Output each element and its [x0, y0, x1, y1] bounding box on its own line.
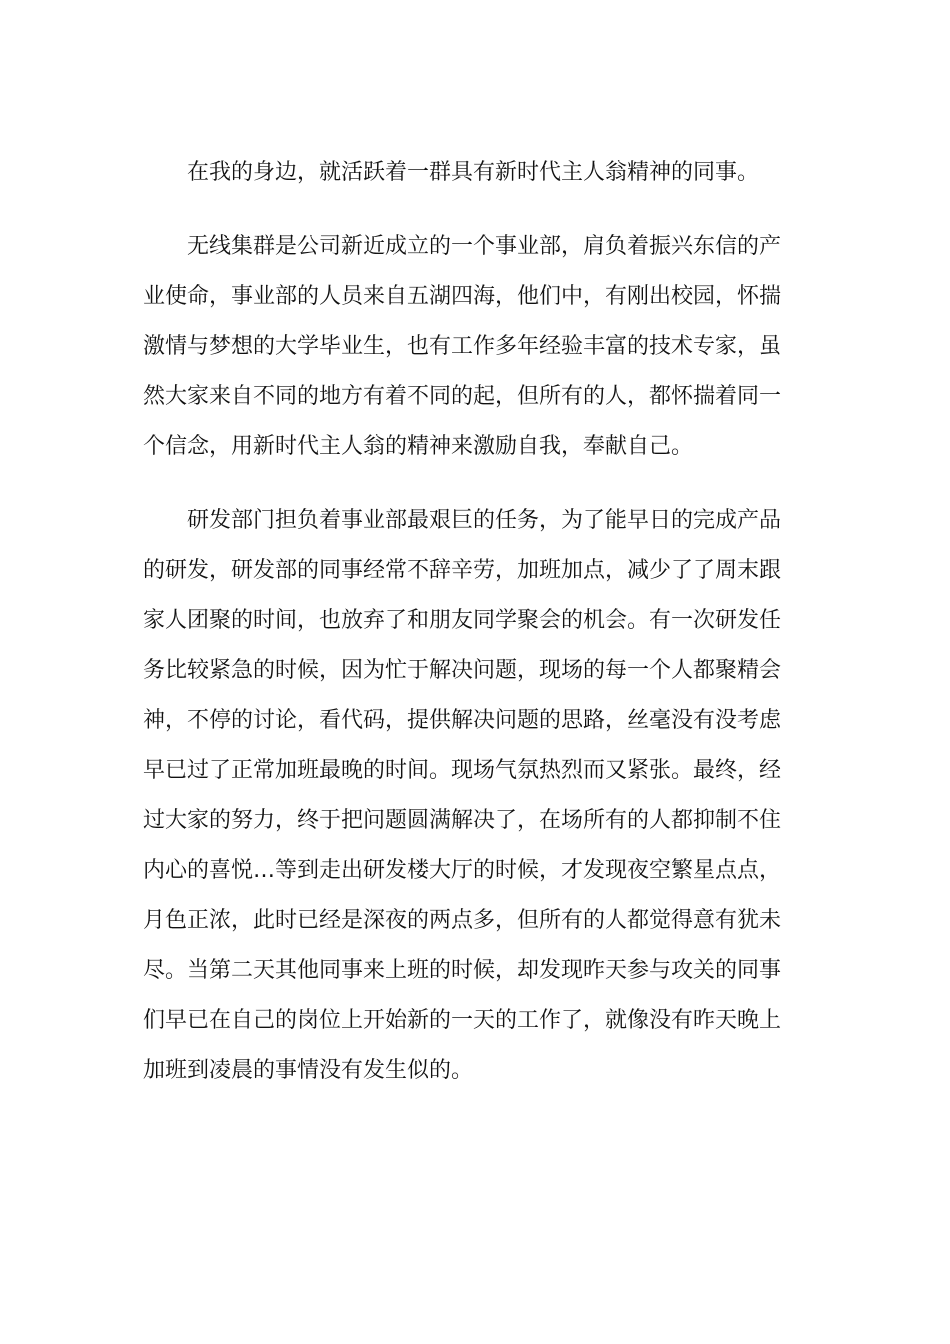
paragraph-line: 研发部门担负着事业部最艰巨的任务，为了能早日的完成产品: [187, 508, 782, 533]
paragraph-line: 们早已在自己的岗位上开始新的一天的工作了，就像没有昨天晚上: [143, 1008, 782, 1033]
paragraph-line: 无线集群是公司新近成立的一个事业部，肩负着振兴东信的产: [187, 234, 782, 259]
paragraph-line: 业使命，事业部的人员来自五湖四海，他们中，有刚出校园，怀揣: [143, 284, 782, 309]
paragraph-1: [143, 148, 793, 198]
paragraph-line: 早已过了正常加班最晚的时间。现场气氛热烈而又紧张。最终，经: [143, 758, 782, 783]
paragraph-line: 个信念，用新时代主人翁的精神来激励自我，奉献自己。: [143, 434, 694, 459]
paragraph-2: [143, 222, 793, 472]
paragraph-line: 的研发，研发部的同事经常不辞辛劳，加班加点，减少了了周末跟: [143, 558, 782, 583]
paragraph-line: 然大家来自不同的地方有着不同的起，但所有的人，都怀揣着同一: [143, 384, 782, 409]
paragraph-line: 内心的喜悦…等到走出研发楼大厅的时候，才发现夜空繁星点点，: [143, 858, 782, 883]
paragraph-line: 月色正浓，此时已经是深夜的两点多，但所有的人都觉得意有犹未: [143, 908, 782, 933]
paragraph-3: [143, 496, 793, 1096]
paragraph-line: 家人团聚的时间，也放弃了和朋友同学聚会的机会。有一次研发任: [143, 608, 782, 633]
paragraph-line: 过大家的努力，终于把问题圆满解决了，在场所有的人都抑制不住: [143, 808, 782, 833]
paragraph-line: 加班到凌晨的事情没有发生似的。: [143, 1058, 474, 1083]
paragraph-line: 神，不停的讨论，看代码，提供解决问题的思路，丝毫没有没考虑: [143, 708, 782, 733]
paragraph-line: 激情与梦想的大学毕业生，也有工作多年经验丰富的技术专家，虽: [143, 334, 782, 359]
paragraph-line: 尽。当第二天其他同事来上班的时候，却发现昨天参与攻关的同事: [143, 958, 782, 983]
paragraph-line: 务比较紧急的时候，因为忙于解决问题，现场的每一个人都聚精会: [143, 658, 782, 683]
document-body: [143, 148, 793, 1096]
paragraph-line: 在我的身边，就活跃着一群具有新时代主人翁精神的同事。: [187, 160, 760, 185]
